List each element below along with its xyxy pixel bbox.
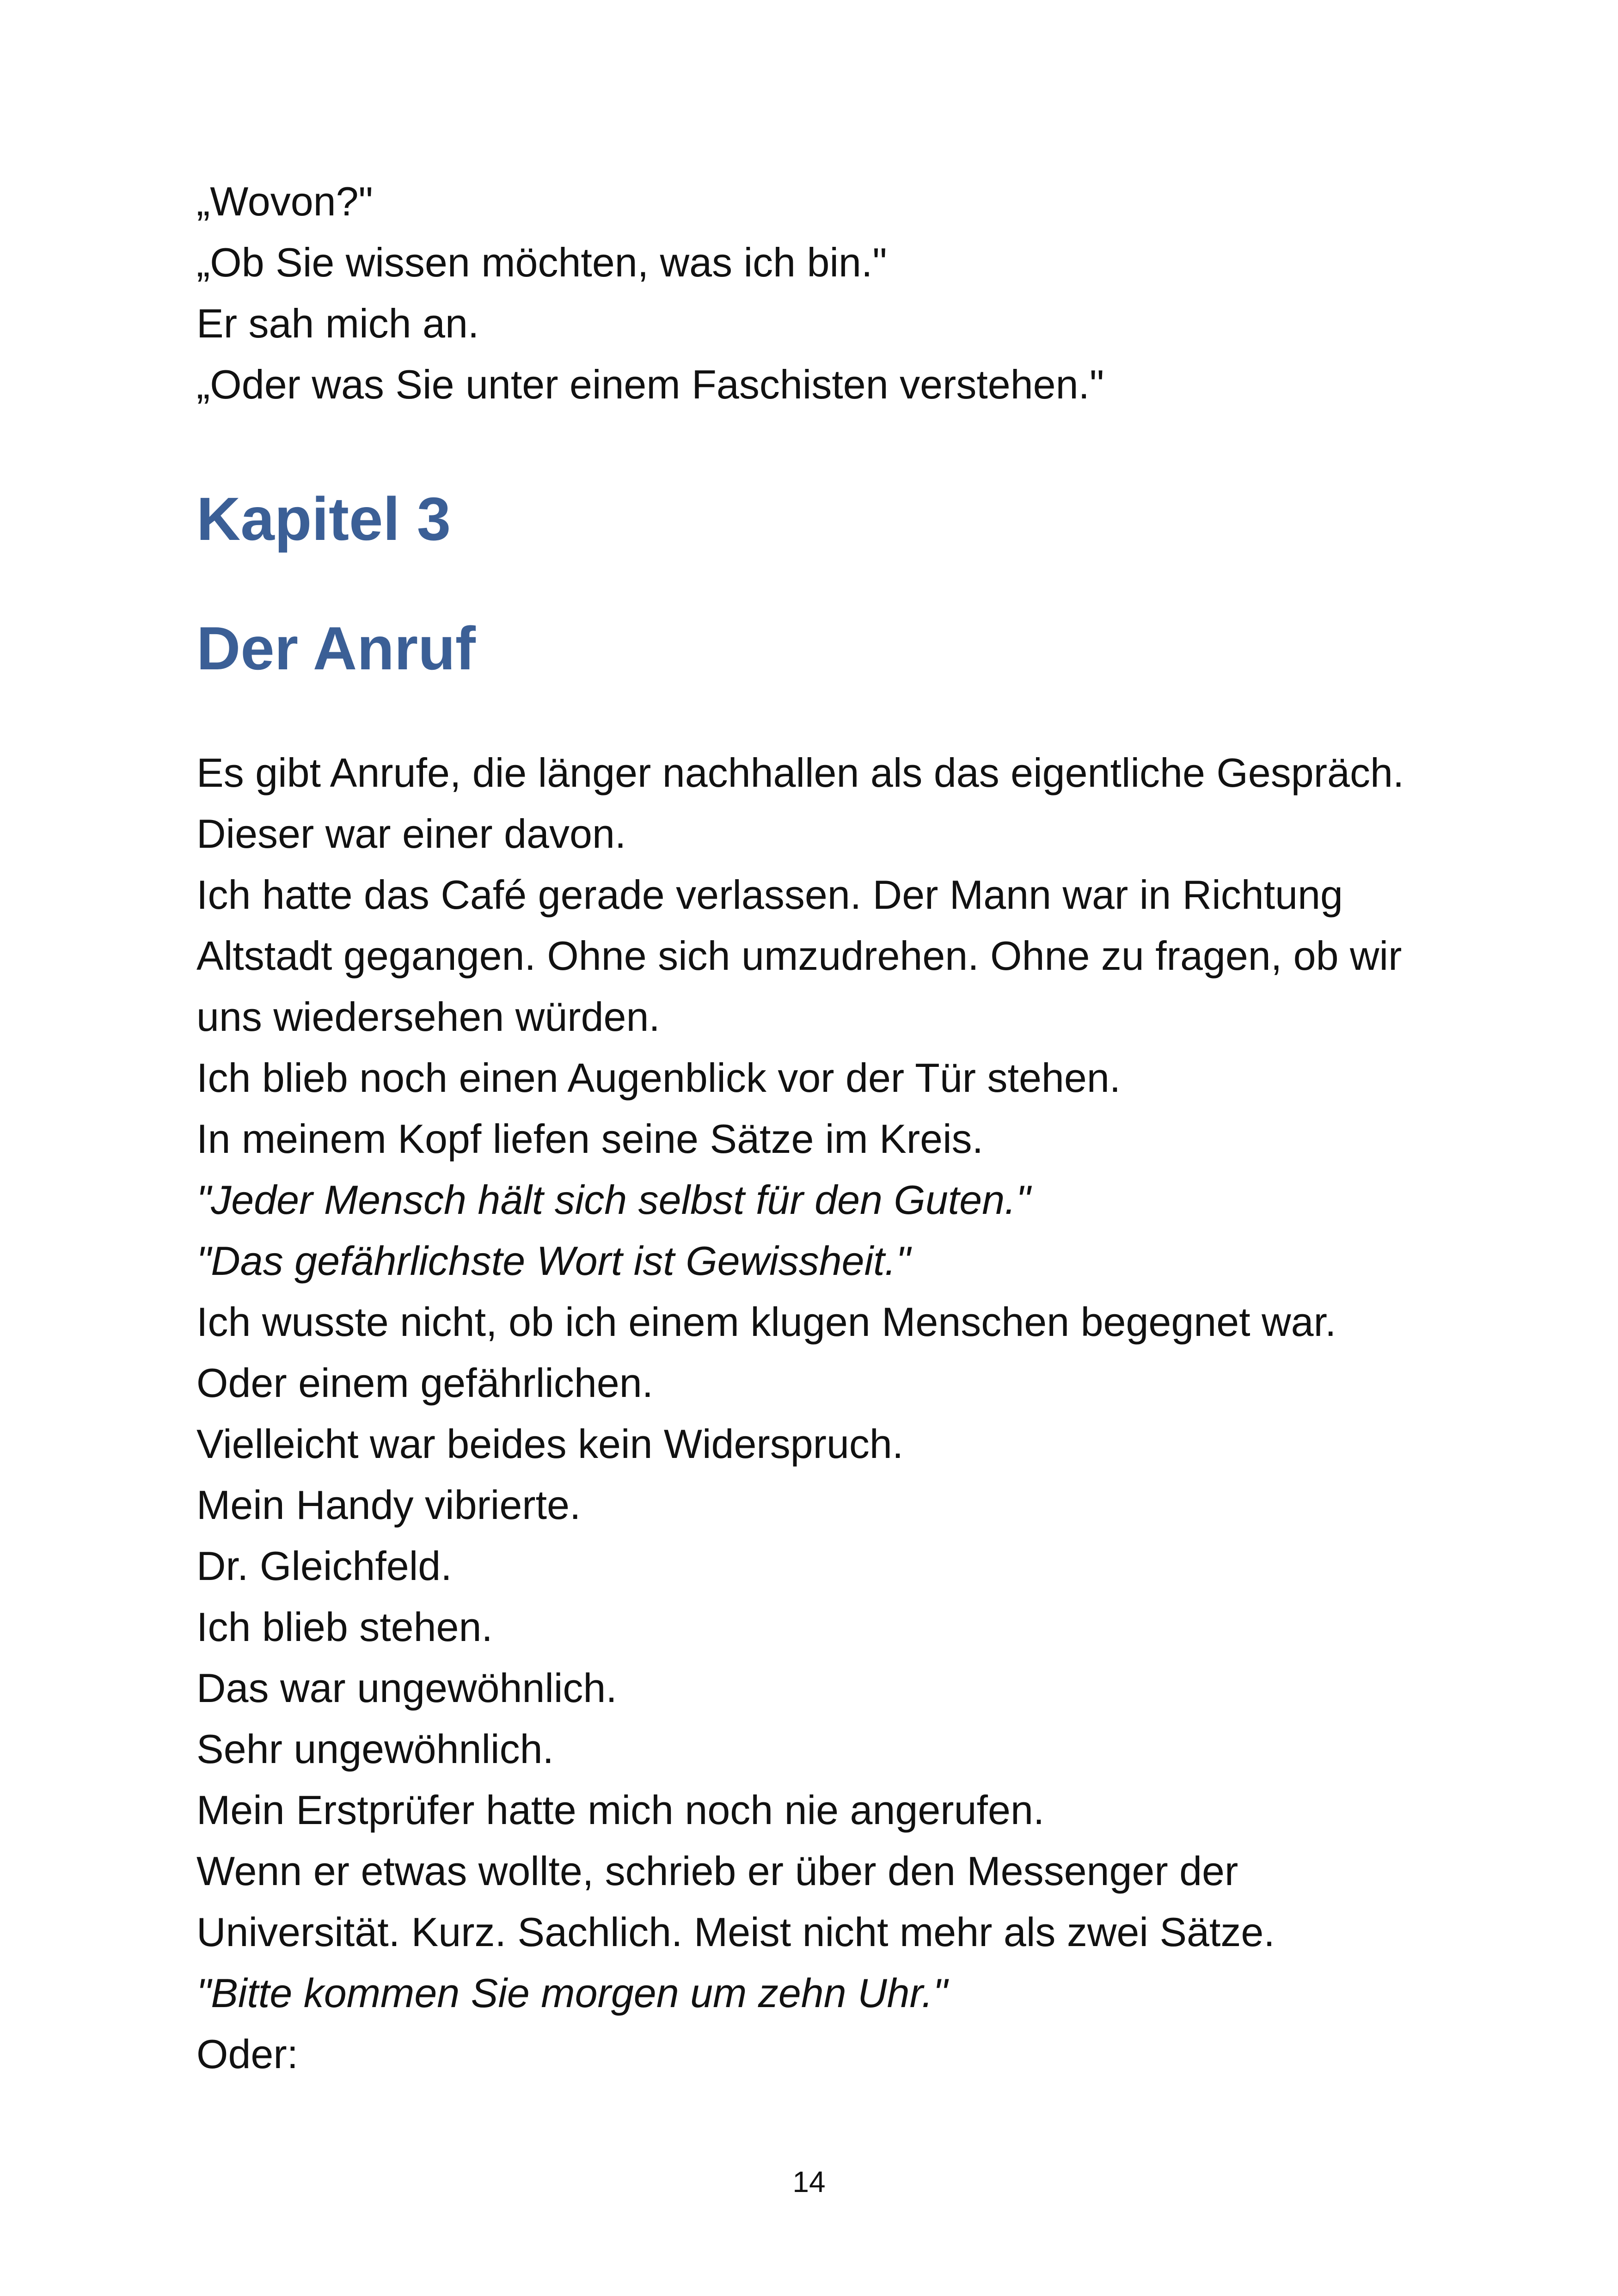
body-line: Mein Handy vibrierte.	[196, 1482, 581, 1528]
body-line: Das war ungewöhnlich.	[196, 1665, 617, 1711]
dialogue-line: „Oder was Sie unter einem Faschisten verstehen."	[196, 361, 1104, 407]
chapter-heading: Kapitel 3	[196, 485, 451, 553]
page-content	[196, 171, 1445, 2085]
body-line: uns wiedersehen würden.	[196, 994, 660, 1040]
body-line: In meinem Kopf liefen seine Sätze im Kreis.	[196, 1116, 984, 1162]
body-line: Ich hatte das Café gerade verlassen. Der Mann war in Richtung	[196, 872, 1343, 918]
body-line: Wenn er etwas wollte, schrieb er über den Messenger der	[196, 1848, 1238, 1894]
dialogue-line: „Ob Sie wissen möchten, was ich bin."	[196, 239, 887, 285]
body-line: Oder:	[196, 2031, 299, 2077]
body-line: Altstadt gegangen. Ohne sich umzudrehen. Ohne zu fragen, ob wir	[196, 933, 1402, 979]
body-line: Ich blieb stehen.	[196, 1604, 493, 1650]
body-line: Vielleicht war beides kein Widerspruch.	[196, 1421, 904, 1467]
body-line: Ich blieb noch einen Augenblick vor der Tür stehen.	[196, 1055, 1121, 1101]
dialogue-line: Er sah mich an.	[196, 300, 479, 346]
quote-line: "Das gefährlichste Wort ist Gewissheit."	[196, 1238, 911, 1284]
body-line: Sehr ungewöhnlich.	[196, 1726, 554, 1772]
body-line: Dieser war einer davon.	[196, 811, 626, 857]
body-line: Mein Erstprüfer hatte mich noch nie angerufen.	[196, 1787, 1045, 1833]
body-line: Ich wusste nicht, ob ich einem klugen Menschen begegnet war.	[196, 1299, 1336, 1345]
body-line: Oder einem gefährlichen.	[196, 1360, 654, 1406]
quote-line: "Jeder Mensch hält sich selbst für den Guten."	[196, 1177, 1030, 1223]
body-line: Universität. Kurz. Sachlich. Meist nicht mehr als zwei Sätze.	[196, 1909, 1275, 1955]
page-number: 14	[792, 2165, 826, 2198]
body-line: Es gibt Anrufe, die länger nachhallen als das eigentliche Gespräch.	[196, 750, 1404, 796]
chapter-body	[196, 742, 1445, 2085]
dialogue-line: „Wovon?"	[196, 178, 373, 224]
quote-line: "Bitte kommen Sie morgen um zehn Uhr."	[196, 1970, 948, 2016]
body-line: Dr. Gleichfeld.	[196, 1543, 452, 1589]
dialogue-block	[196, 171, 1445, 415]
chapter-title: Der Anruf	[196, 614, 476, 682]
